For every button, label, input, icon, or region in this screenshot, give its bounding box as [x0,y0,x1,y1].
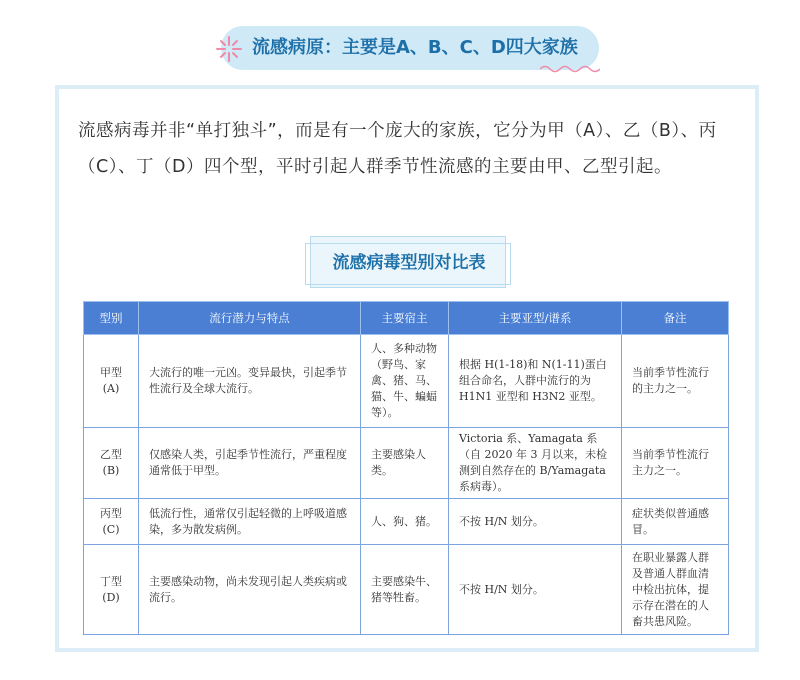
subtype-cell: 不按 H/N 划分。 [449,545,622,635]
type-code: (C) [102,522,120,536]
table-header-row [84,302,729,335]
type-name: 丁型 [100,574,122,588]
note-cell: 当前季节性流行主力之一。 [622,428,729,499]
section-header [0,0,800,80]
table-row [84,545,729,635]
type-cell [84,545,139,635]
subtype-cell: 根据 H(1-18)和 N(1-11)蛋白组合命名，人群中流行的为 H1N1 亚型和 H3N2 亚型。 [449,335,622,428]
type-code: (B) [102,464,120,477]
intro-paragraph: 流感病毒并非“单打独斗”，而是有一个庞大的家族，它分为甲（A）、乙（B）、丙（C）、丁（D）四个型，平时引起人群季节性流感的主要由甲、乙型引起。 [78,121,717,177]
potential-cell: 主要感染动物，尚未发现引起人类疾病或流行。 [139,545,361,635]
table-row [84,428,729,499]
host-cell: 人、狗、猪。 [361,499,449,545]
subtype-cell: Victoria 系、Yamagata 系（自 2020 年 3 月以来，未检测到自然存在的 B/Yamagata 系病毒）。 [449,428,622,499]
type-cell [84,499,139,545]
table-title: 流感病毒型别对比表 [332,253,486,273]
subtype-cell: 不按 H/N 划分。 [449,499,622,545]
comparison-table [83,301,729,635]
type-code: (D) [102,590,120,604]
type-name: 丙型 [100,506,122,520]
header-potential: 流行潜力与特点 [139,302,361,335]
host-cell: 主要感染牛、猪等牲畜。 [361,545,449,635]
header-host: 主要宿主 [361,302,449,335]
sparkle-icon [214,34,244,64]
section-title: 流感病原：主要是A、B、C、D四大家族 [252,37,578,58]
header-note: 备注 [622,302,729,335]
type-cell [84,428,139,499]
note-cell: 在职业暴露人群及普通人群血清中检出抗体，提示存在潜在的人畜共患风险。 [622,545,729,635]
table-title-box [310,236,506,288]
wave-decoration [540,64,600,74]
header-type: 型别 [84,302,139,335]
potential-cell: 仅感染人类，引起季节性流行，严重程度通常低于甲型。 [139,428,361,499]
potential-cell: 低流行性，通常仅引起轻微的上呼吸道感染，多为散发病例。 [139,499,361,545]
note-cell: 症状类似普通感冒。 [622,499,729,545]
type-name: 甲型 [100,366,122,379]
host-cell: 人、多种动物（野鸟、家禽、猪、马、猫、牛、蝙蝠等）。 [361,335,449,428]
type-code: (A) [102,382,120,395]
note-cell: 当前季节性流行的主力之一。 [622,335,729,428]
type-name: 乙型 [100,448,122,461]
type-cell [84,335,139,428]
table-row [84,335,729,428]
potential-cell: 大流行的唯一元凶。变异最快，引起季节性流行及全球大流行。 [139,335,361,428]
header-subtype: 主要亚型/谱系 [449,302,622,335]
table-row [84,499,729,545]
host-cell: 主要感染人类。 [361,428,449,499]
